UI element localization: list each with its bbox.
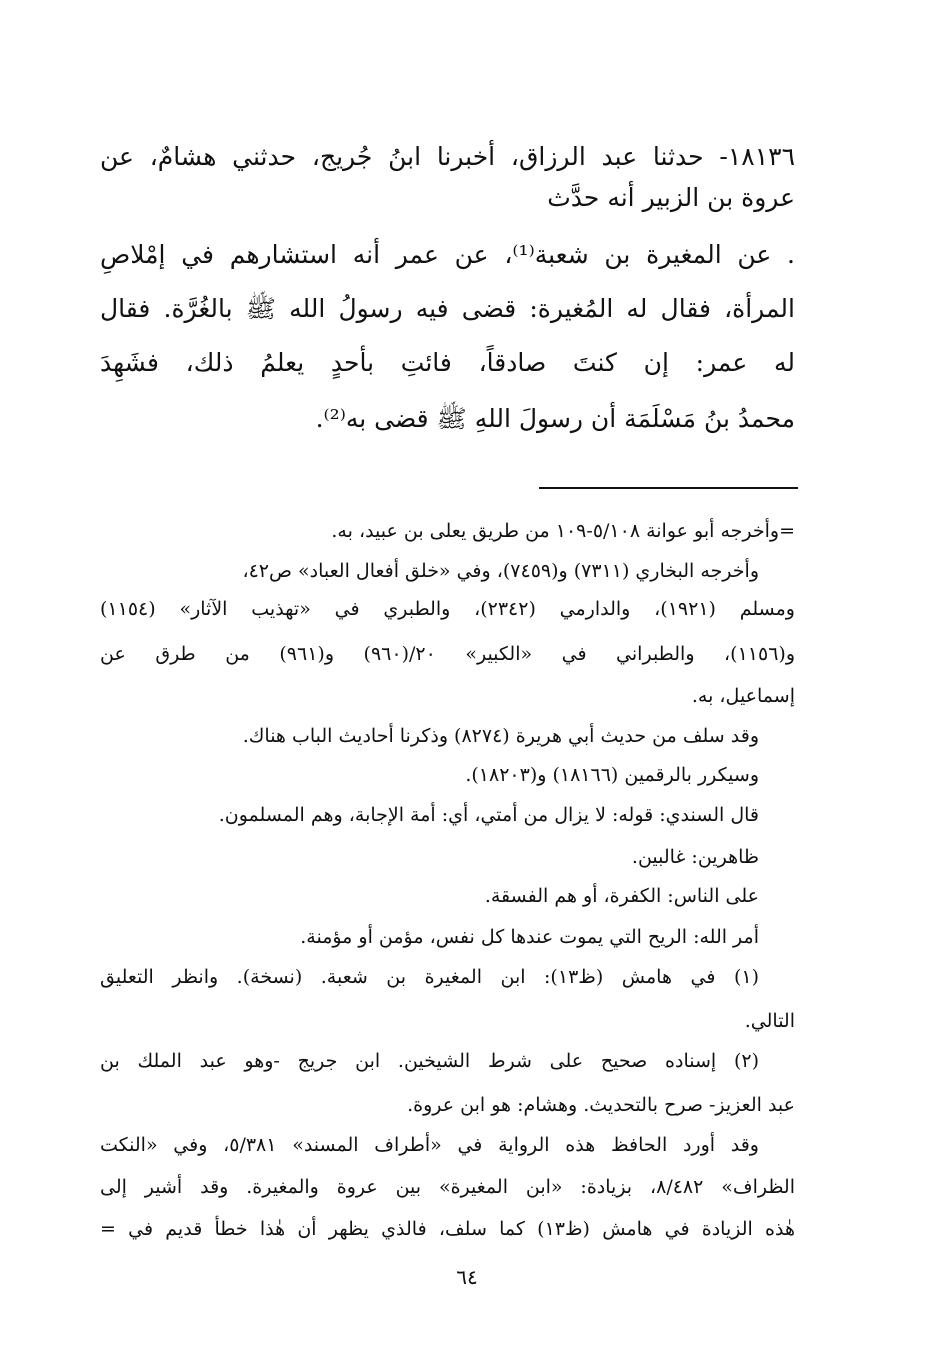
footnote-line: ظاهرين: غالبين. — [631, 846, 759, 868]
footnote-line: التالي. — [744, 1010, 795, 1032]
footnote-line: و(١١٥٦)، والطبراني في «الكبير» ٢٠/(٩٦٠) و(٩٦١) من طرق عن — [100, 643, 795, 665]
footnote-line: أمر الله: الريح التي يموت عندها كل نفس، مؤمن أو مؤمنة. — [300, 926, 759, 948]
hadith-line: له عمر: إن كنتَ صادقاً، فائتِ بأحدٍ يعلمُ ذلك، فشَهِدَ — [100, 348, 795, 377]
footnote-line: الظراف» ٨/٤٨٢، بزيادة: «ابن المغيرة» بين عروة والمغيرة. وقد أشير إلى — [100, 1176, 795, 1198]
hadith-line: ١٨١٣٦- حدثنا عبد الرزاق، أخبرنا ابنُ جُريج، حدثني هشامٌ، عن — [100, 142, 795, 171]
hadith-line: محمدُ بنُ مَسْلَمَة أن رسولَ اللهِ ﷺ قضى به⁽²⁾. — [315, 404, 795, 433]
hadith-line: عروة بن الزبير أنه حدَّث — [547, 183, 795, 212]
footnote-line: (٢) إسناده صحيح على شرط الشيخين. ابن جريج -وهو عبد الملك بن — [100, 1050, 759, 1072]
footnote-line: ومسلم (١٩٢١)، والدارمي (٢٣٤٢)، والطبري في «تهذيب الآثار» (١١٥٤) — [100, 598, 795, 620]
footnote-line: وأخرجه البخاري (٧٣١١) و(٧٤٥٩)، وفي «خلق أفعال العباد» ص٤٢، — [242, 560, 759, 582]
footnote-line: (١) في هامش (ظ١٣): ابن المغيرة بن شعبة. (نسخة). وانظر التعليق — [100, 966, 759, 988]
footnote-separator — [539, 487, 798, 489]
footnote-line: هٰذه الزيادة في هامش (ظ١٣) كما سلف، فالذي يظهر أن هٰذا خطأ قديم في = — [100, 1218, 795, 1240]
footnote-line: قال السندي: قوله: لا يزال من أمتي، أي: أمة الإجابة، وهم المسلمون. — [218, 804, 759, 826]
footnote-line: على الناس: الكفرة، أو هم الفسقة. — [484, 885, 759, 907]
hadith-line: . عن المغيرة بن شعبة⁽¹⁾، عن عمر أنه استشارهم في إمْلاصِ — [100, 240, 796, 269]
page-number: ٦٤ — [456, 1265, 478, 1289]
footnote-line: وقد أورد الحافظ هذه الرواية في «أطراف المسند» ٥/٣٨١، وفي «النكت — [100, 1134, 759, 1156]
footnote-line: =وأخرجه أبو عوانة ٥/١٠٨-١٠٩ من طريق يعلى بن عبيد، به. — [331, 520, 795, 542]
footnote-line: وسيكرر بالرقمين (١٨١٦٦) و(١٨٢٠٣). — [465, 764, 759, 786]
hadith-line: المرأة، فقال له المُغيرة: قضى فيه رسولُ الله ﷺ بالغُرَّة. فقال — [100, 294, 795, 323]
footnote-line: وقد سلف من حديث أبي هريرة (٨٢٧٤) وذكرنا أحاديث الباب هناك. — [242, 725, 759, 747]
footnote-line: إسماعيل، به. — [691, 685, 795, 707]
footnote-line: عبد العزيز- صرح بالتحديث. وهشام: هو ابن عروة. — [407, 1094, 795, 1116]
